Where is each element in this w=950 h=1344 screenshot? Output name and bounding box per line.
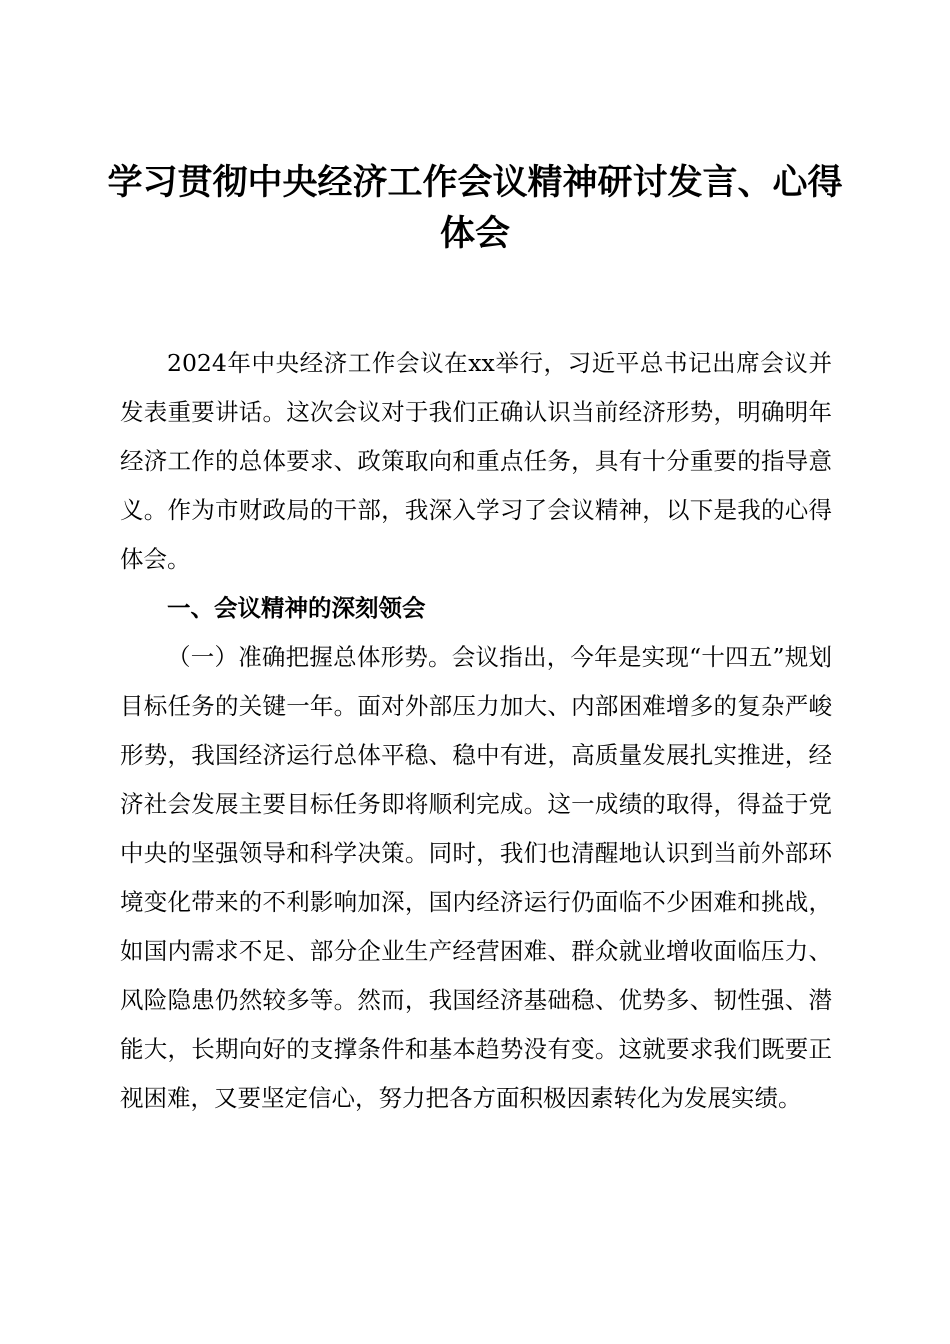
section-heading: 一、会议精神的深刻领会: [167, 594, 426, 622]
section-paragraph: （一）准确把握总体形势。会议指出，今年是实现“十四五”规划目标任务的关键一年。面对外部压力加大、内部困难增多的复杂严峻形势，我国经济运行总体平稳、稳中有进，高质量发展扎实推进，经济社会发展主要目标任务即将顺利完成。这一成绩的取得，得益于党中央的坚强领导和科学决策。同时，我们也清醒地认识到当前外部环境变化带来的不利影响加深，国内经济运行仍面临不少困难和挑战，如国内需求不足、部分企业生产经营困难、群众就业增收面临压力、风险隐患仍然较多等。然而，我国经济基础稳、优势多、韧性强、潜能大，长期向好的支撑条件和基本趋势没有变。这就要求我们既要正视困难，又要坚定信心，努力把各方面积极因素转化为发展实绩。: [120, 643, 832, 1112]
intro-paragraph: 2024年中央经济工作会议在xx举行，习近平总书记出席会议并发表重要讲话。这次会议对于我们正确认识当前经济形势，明确明年经济工作的总体要求、政策取向和重点任务，具有十分重要的指导意义。作为市财政局的干部，我深入学习了会议精神，以下是我的心得体会。: [120, 349, 832, 573]
document-title: 学习贯彻中央经济工作会议精神研讨发言、心得体会: [107, 163, 843, 254]
document-body: [120, 339, 832, 1123]
